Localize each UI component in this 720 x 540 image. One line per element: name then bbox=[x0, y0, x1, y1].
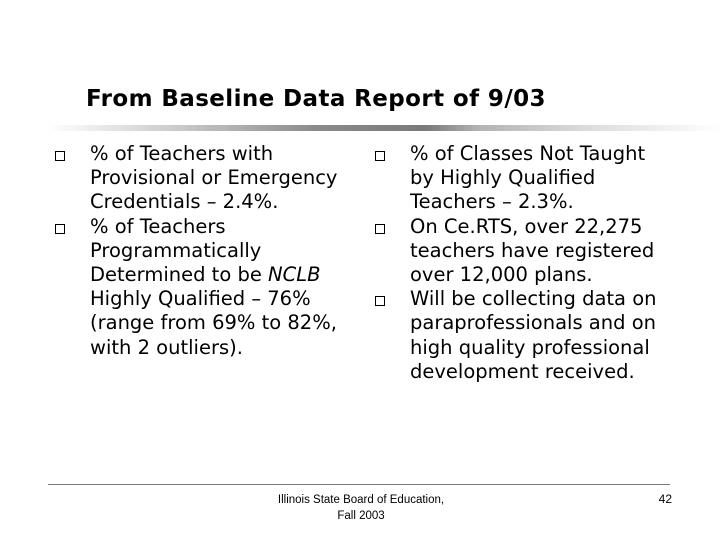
footer-source bbox=[236, 492, 486, 524]
bullet-text: On Ce.RTS, over 22,275 teachers have registered over 12,000 plans. bbox=[410, 214, 655, 287]
bullet-item bbox=[368, 287, 668, 384]
bullet-text: Will be collecting data on paraprofessionals and on high quality professional development received. bbox=[410, 287, 657, 383]
title-underline bbox=[48, 125, 720, 131]
bullet-item bbox=[368, 215, 668, 288]
bullet-text bbox=[90, 215, 337, 359]
footer-source-line: Fall 2003 bbox=[337, 510, 385, 522]
square-bullet-icon bbox=[375, 151, 385, 161]
footer-source-line: Illinois State Board of Education, bbox=[277, 494, 445, 506]
bullet-text-part: % of Teachers Programmatically Determined to be bbox=[90, 214, 269, 287]
page-number: 42 bbox=[658, 492, 672, 506]
bullet-item bbox=[48, 215, 358, 360]
footer-divider bbox=[48, 484, 670, 485]
bullet-text: % of Teachers with Provisional or Emergency Credentials – 2.4%. bbox=[90, 142, 338, 214]
bullet-item bbox=[368, 142, 668, 215]
bullet-item bbox=[48, 142, 358, 215]
bullet-text-part: Highly Qualified – 76% (range from 69% to 82%, with 2 outliers). bbox=[90, 287, 337, 359]
nclb-italic-text: NCLB bbox=[268, 263, 321, 287]
square-bullet-icon bbox=[55, 224, 65, 234]
square-bullet-icon bbox=[375, 224, 385, 234]
right-bullet-column bbox=[368, 142, 668, 384]
bullet-text: % of Classes Not Taught by Highly Qualified Teachers – 2.3%. bbox=[410, 142, 646, 214]
square-bullet-icon bbox=[375, 296, 385, 306]
slide-title: From Baseline Data Report of 9/03 bbox=[86, 86, 546, 112]
left-bullet-column bbox=[48, 142, 358, 360]
square-bullet-icon bbox=[55, 151, 65, 161]
